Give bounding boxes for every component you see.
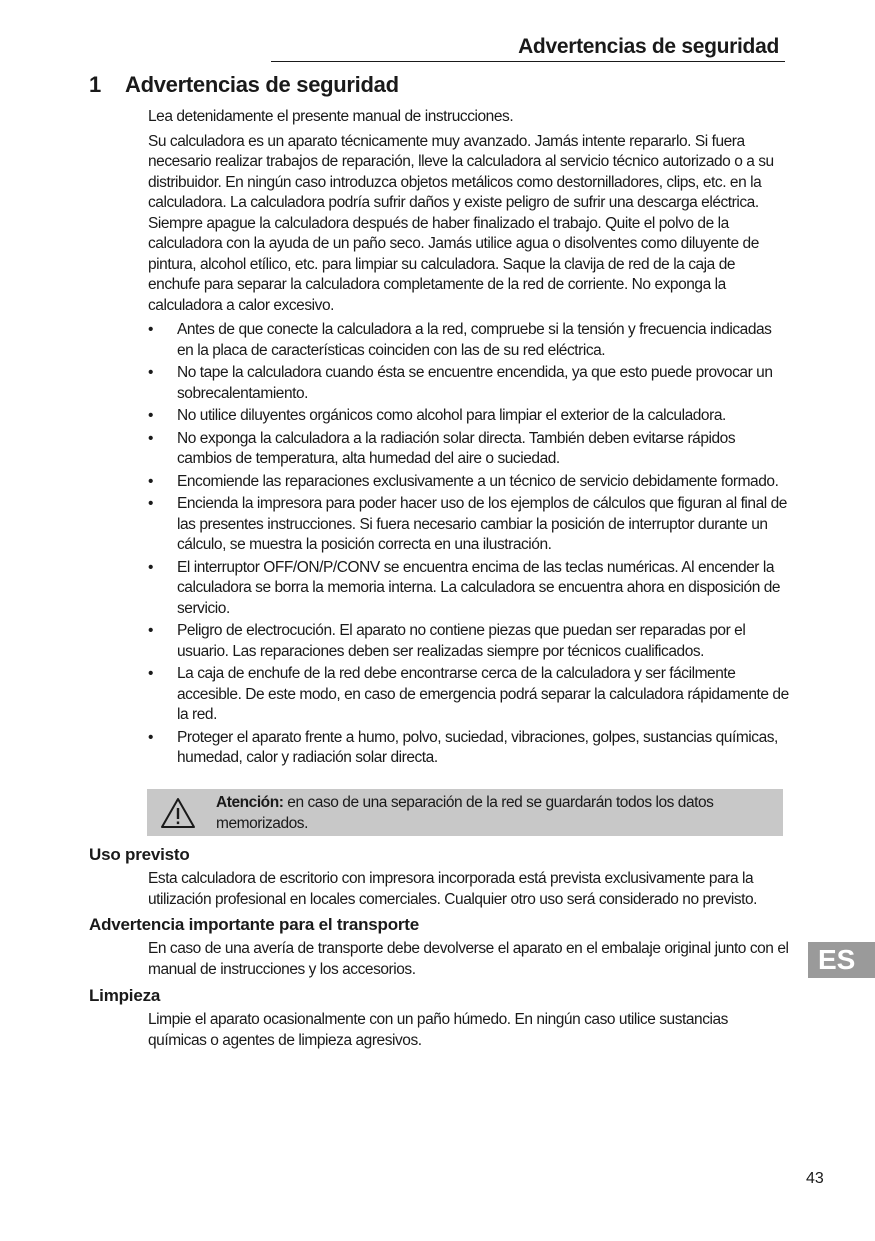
section-heading-transporte: Advertencia importante para el transporte	[89, 915, 420, 934]
language-tab: ES	[808, 942, 875, 978]
section-text-uso-previsto: Esta calculadora de escritorio con impresora incorporada está prevista exclusivamente para la utilización profesional en locales comerciales. Cualquier otro uso será considerado no previsto.	[148, 870, 758, 908]
chapter-heading	[89, 72, 399, 98]
list-item: • No utilice diluyentes orgánicos como alcohol para limpiar el exterior de la calculadora.	[148, 406, 790, 427]
warning-triangle-icon	[160, 797, 196, 829]
list-item: • Peligro de electrocución. El aparato no contiene piezas que puedan ser reparadas por el usuario. Las reparaciones deben ser realizadas siempre por técnicos cualificados.	[148, 621, 790, 662]
list-item: • La caja de enchufe de la red debe encontrarse cerca de la calculadora y ser fácilmente accesible. De este modo, en caso de emergencia podrá separar la calculadora rápidamente de la red.	[148, 664, 790, 726]
list-item: • No tape la calculadora cuando ésta se encuentre encendida, ya que esto puede provocar un sobrecalentamiento.	[148, 363, 790, 404]
section-heading-uso-previsto: Uso previsto	[89, 845, 190, 864]
section-text-limpieza: Limpie el aparato ocasionalmente con un paño húmedo. En ningún caso utilice sustancias químicas o agentes de limpieza agresivos.	[148, 1011, 728, 1049]
warning-box	[147, 789, 783, 836]
list-item: • Encomiende las reparaciones exclusivamente a un técnico de servicio debidamente formado.	[148, 472, 790, 493]
intro-paragraph: Lea detenidamente el presente manual de instrucciones.	[148, 108, 514, 125]
list-item: • No exponga la calculadora a la radiación solar directa. También deben evitarse rápidos cambios de temperatura, alta humedad del aire o suciedad.	[148, 429, 790, 470]
safety-list	[148, 320, 790, 769]
intro-paragraph: Su calculadora es un aparato técnicamente muy avanzado. Jamás intente repararlo. Si fuera necesario realizar trabajos de reparación, lleve la calculadora al servicio técnico autorizado o a su distribuidor. En ningún caso introduzca objetos metálicos como destornilladores, clips, etc. en la calculadora. La calculadora podría sufrir daños y existe peligro de sufrir una descarga eléctrica. Siempre apague la calculadora después de haber finalizado el trabajo. Quite el polvo de la calculadora con la ayuda de un paño seco. Jamás utilice agua o disolventes como diluyente de pintura, alcohol etílico, etc. para limpiar su calculadora. Saque la clavija de red de la caja de enchufe para separar la calculadora completamente de la red de corriente. No exponga la calculadora a calor excesivo.	[148, 132, 774, 314]
list-item: • Proteger el aparato frente a humo, polvo, suciedad, vibraciones, golpes, sustancias químicas, humedad, calor y radiación solar directa.	[148, 728, 790, 769]
chapter-number: 1	[89, 72, 101, 97]
page-number: 43	[806, 1170, 824, 1187]
running-title: Advertencias de seguridad	[518, 35, 779, 58]
warning-message: en caso de una separación de la red se guardarán todos los datos memorizados.	[216, 794, 714, 832]
warning-text	[216, 793, 776, 834]
list-item: • El interruptor OFF/ON/P/CONV se encuentra encima de las teclas numéricas. Al encender la calculadora se borra la memoria interna. La calculadora se encuentra ahora en disposición de servicio.	[148, 558, 790, 620]
section-text-transporte: En caso de una avería de transporte debe devolverse el aparato en el embalaje original junto con el manual de instrucciones y los accesorios.	[148, 940, 789, 978]
safety-body	[148, 107, 790, 771]
warning-label: Atención:	[216, 794, 284, 811]
section-heading-limpieza: Limpieza	[89, 986, 161, 1005]
running-header	[271, 33, 785, 62]
list-item: • Antes de que conecte la calculadora a la red, compruebe si la tensión y frecuencia indicadas en la placa de características coinciden con las de su red eléctrica.	[148, 320, 790, 361]
chapter-title: Advertencias de seguridad	[125, 72, 399, 97]
list-item: • Encienda la impresora para poder hacer uso de los ejemplos de cálculos que figuran al final de las presentes instrucciones. Si fuera necesario cambiar la posición de interruptor durante un cálculo, se muestra la posición correcta en una ilustración.	[148, 494, 790, 556]
